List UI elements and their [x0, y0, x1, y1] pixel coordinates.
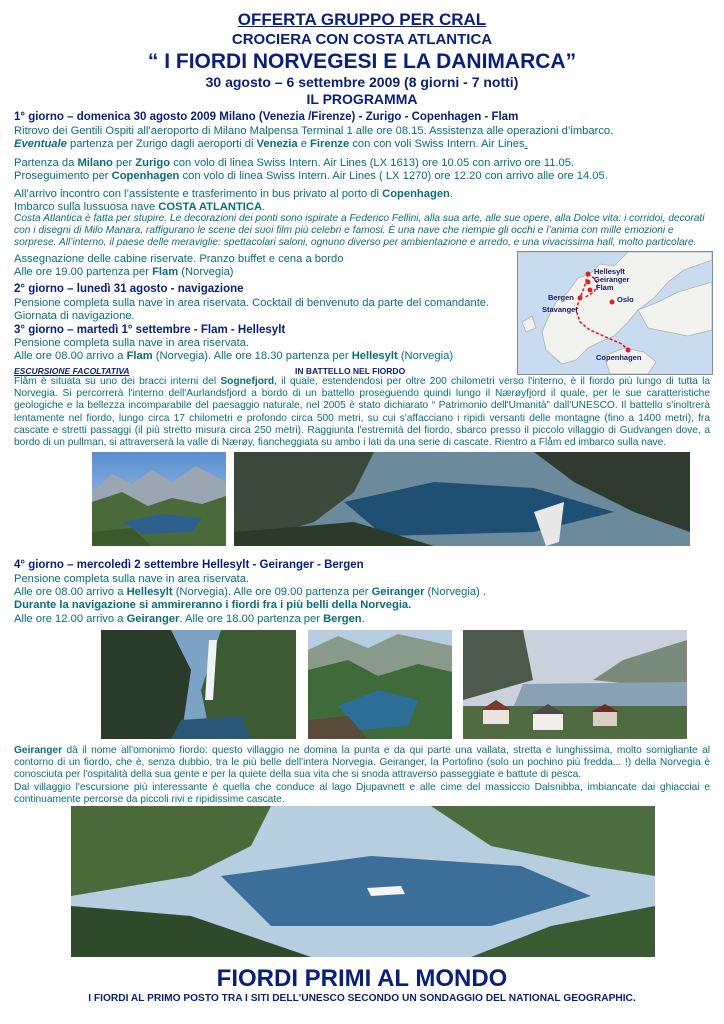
day2-heading: 2° giorno – lunedì 31 agosto - navigazione: [14, 283, 244, 295]
day2-body: [14, 297, 504, 323]
footer-title: FIORDI PRIMI AL MONDO: [216, 965, 508, 992]
map-label-oslo: Oslo: [617, 295, 634, 304]
fjord-photo-2: [234, 452, 690, 546]
day1-arr-a: All’arrivo incontro con l’assistente e trasferimento in bus privato al porto di: [14, 188, 383, 200]
dates: 30 agosto – 6 settembre 2009 (8 giorni - 7 notti): [205, 74, 519, 90]
day1-cont-b: con volo di linea Swiss Intern. Air Lines ( LX 1270) ore 12.20 con arrivo alle ore 14.05.: [179, 170, 608, 183]
day1-dep-b: per: [112, 157, 136, 169]
day1-board-dot: .: [262, 201, 266, 214]
day1-zurigo: Zurigo: [135, 157, 171, 169]
day1-heading: 1° giorno – domenica 30 agosto 2009 Milano (Venezia /Firenze) - Zurigo - Copenhagen - Flam: [14, 111, 519, 123]
day4-bergen: Bergen: [323, 612, 362, 625]
day4-l2a: Alle ore 08.00 arrivo a: [14, 586, 127, 599]
excursion-title: IN BATTELLO NEL FIORDO: [295, 366, 406, 376]
day1-dep2-a: Alle ore 19.00 partenza per: [14, 266, 153, 279]
excursion-text: [14, 376, 710, 449]
ship-description: Costa Atlantica è fatta per stupire. Le decorazioni dei ponti sono ispirate a Federico Fellini, alla sua arte, alle sue opere, alla Dolce vita: i corridoi, decorati con i disegni di Milo Manara, raffigurano le scene dei suoi film più celebri e famosi. È una nave che riempie gli occhi e l’anima con mille emozioni e sorprese. All’interno, il paese delle meraviglie: spettacolari saloni, ognuno diverso per ambientazione e arredo, e una vivacissima hall, molto particolare.: [14, 213, 705, 249]
day1-flam: Flam: [152, 266, 179, 279]
day3-line1: Pensione completa sulla nave in area riservata.: [14, 337, 250, 349]
geiranger-view-photo: [308, 630, 452, 739]
geiranger-name: Geiranger: [14, 745, 63, 756]
day1-arr-copenhagen: Copenhagen: [382, 188, 450, 200]
cruise-subtitle: CROCIERA CON COSTA ATLANTICA: [231, 31, 493, 48]
day4-l4a: Alle ore 12.00 arrivo a: [14, 612, 127, 625]
day1-ship: COSTA ATLANTICA: [158, 201, 263, 214]
day4-line3: Durante la navigazione si ammireranno i fiordi fra i più belli della Norvegia.: [14, 599, 412, 612]
day4-geiranger: Geiranger: [371, 586, 425, 599]
day1-copenhagen: Copenhagen: [111, 170, 180, 183]
excursion-label: ESCURSIONE FACOLTATIVA: [14, 366, 130, 376]
village-photo: [463, 630, 687, 739]
day4-heading: 4° giorno – mercoledì 2 settembre Hellesylt - Geiranger - Bergen: [14, 559, 364, 571]
map-label-stavanger: Stavanger: [542, 305, 579, 314]
offer-title: OFFERTA GRUPPO PER CRAL: [237, 10, 487, 29]
sognefjord: Sognefjord: [220, 376, 275, 387]
day4-body: [14, 573, 710, 626]
map-label-copenhagen: Copenhagen: [596, 353, 642, 362]
day4-l4b: . Alle ore 18.00 partenza per: [179, 612, 324, 625]
day4-l2c: (Norvegia) .: [424, 586, 487, 599]
waterfall-photo: [101, 630, 296, 739]
day2-line1: Pensione completa sulla nave in area riservata. Cocktail di benvenuto da parte del comandante.: [14, 297, 490, 309]
day4-line1: Pensione completa sulla nave in area riservata.: [14, 573, 250, 585]
day1-eventual-label: Eventuale: [14, 138, 67, 151]
map-label-geiranger: Geiranger: [594, 275, 630, 284]
day1-arrival: [14, 188, 710, 214]
day3-flam: Flam: [126, 350, 153, 363]
day1-dep2-b: (Norvegia): [178, 266, 234, 279]
day1-meet-text: Ritrovo dei Gentili Ospiti all’aeroporto di Milano Malpensa Terminal 1 alle ore 08.15. Assistenza alle operazioni d’imbarco.: [14, 125, 614, 137]
day3-l2b: (Norvegia). Alle ore 18.30 partenza per: [152, 350, 352, 363]
excursion-b: , il quale, estendendosi per oltre 200 chilometri verso l'interno, è il fiordo più lungo di tutta la Norvegia. Si percorrerà l'interno dell'Aurlandsfjord a bordo di un battello proseguendo quindi lungo il Nærøyfjord il quale, per le sue caratteristiche geologiche e la bellezza incomparabile del paesaggio naturale, nel 2005 è stato dichiarato “ Patrimonio dell'Umanità” dall'UNESCO. Il battello s'inoltrerà lentamente nel fiordo, lungo circa 17 chilometri e profondo circa 500 metri, su cui s'affacciano i ripidi versanti delle montagne (fino a 1400 metri), fra cascate e stretti passaggi (il più stretto misura circa 250 metri). Raggiunta l'estremità del fiordo, sbarco presso il piccolo villaggio di Gudvangen dove, a bordo di un pullman, si attraverserà la valle di Nærøy, fiancheggiata su ambo i lati da una serie di cascate. Rientro a Flåm ed imbarco sulla nave.: [14, 376, 710, 449]
route-map: [517, 251, 713, 375]
day4-geiranger2: Geiranger: [126, 612, 180, 625]
geiranger-text-b: Dal villaggio l'escursione più interessante è quella che conduce al lago Djupavnett e alle cime del massiccio Dalsnibba, imbiancate dai ghiacciai e continuamente percorse da piccoli rivi e ripidissime cascate.: [14, 781, 710, 805]
day1-dot: .: [524, 138, 528, 151]
fjord-photo-1: [92, 452, 226, 546]
day1-board-a: Imbarco sulla lussuosa nave: [14, 201, 159, 214]
day4-l4c: .: [361, 612, 365, 625]
day1-venezia: Venezia: [256, 138, 298, 151]
day1-milano: Milano: [77, 157, 113, 169]
day3-l2a: Alle ore 08.00 arrivo a: [14, 350, 127, 363]
day2-line2: Giornata di navigazione.: [14, 310, 135, 323]
day1-cont-a: Proseguimento per: [14, 170, 112, 183]
map-label-bergen: Bergen: [548, 293, 574, 302]
day4-l2b: (Norvegia). Alle ore 09.00 partenza per: [172, 586, 372, 599]
geiranger-text: [14, 745, 710, 806]
day1-firenze: Firenze: [310, 138, 350, 151]
footer-subtitle: I FIORDI AL PRIMO POSTO TRA I SITI DELL'UNESCO SECONDO UN SONDAGGIO DEL NATIONAL GEOGRAPHIC.: [88, 993, 636, 1004]
day1-dep-a: Partenza da: [14, 157, 78, 169]
day3-l2c: (Norvegia): [397, 350, 454, 363]
excursion-a: Flåm è situata su uno dei bracci interni del: [14, 376, 221, 387]
day1-meet: [14, 125, 710, 151]
geiranger-text-a: dà il nome all'omonimo fiordo: questo villaggio ne domina la punta e da qui parte una vallata, stretta e lunghissima, molto somigliante al contorno di un fiordo, che è, senza dubbio, tra le più belle dell'intera Norvegia. Geiranger, la Portofino (solo un pochino più fredda... !) della Norvegia è conosciuta per l'ospitalità della sua gente e per la quiete della sua vita che si snoda attraverso passeggiate e battute di pesca.: [14, 745, 710, 781]
day1-e: e: [297, 138, 311, 151]
fjord-panorama-photo: [71, 806, 655, 957]
day3-hellesylt: Hellesylt: [351, 350, 398, 363]
day1-cabins: Assegnazione delle cabine riservate. Pranzo buffet e cena a bordo: [14, 253, 344, 265]
day1-dinner: [14, 253, 504, 279]
day1-flights: [14, 157, 710, 183]
day3-body: [14, 337, 504, 363]
day3-heading: 3° giorno – martedì 1° settembre - Flam - Hellesylt: [14, 324, 286, 336]
program-heading: IL PROGRAMMA: [306, 91, 418, 107]
day1-dep-c: con volo di linea Swiss Intern. Air Lines (LX 1613) ore 10.05 con arrivo ore 11.05.: [170, 157, 575, 169]
main-title: “ I FIORDI NORVEGESI E LA DANIMARCA”: [147, 50, 577, 73]
day1-arr-dot: .: [449, 188, 453, 200]
day4-hellesylt: Hellesylt: [126, 586, 173, 599]
day1-eventual-b: con con voli Swiss Intern. Air Lines: [349, 138, 525, 151]
map-label-flam: Flam: [596, 283, 614, 292]
map-label-hellesylt: Hellesylt: [594, 267, 625, 276]
day1-eventual-a: partenza per Zurigo dagli aeroporti di: [66, 138, 257, 151]
